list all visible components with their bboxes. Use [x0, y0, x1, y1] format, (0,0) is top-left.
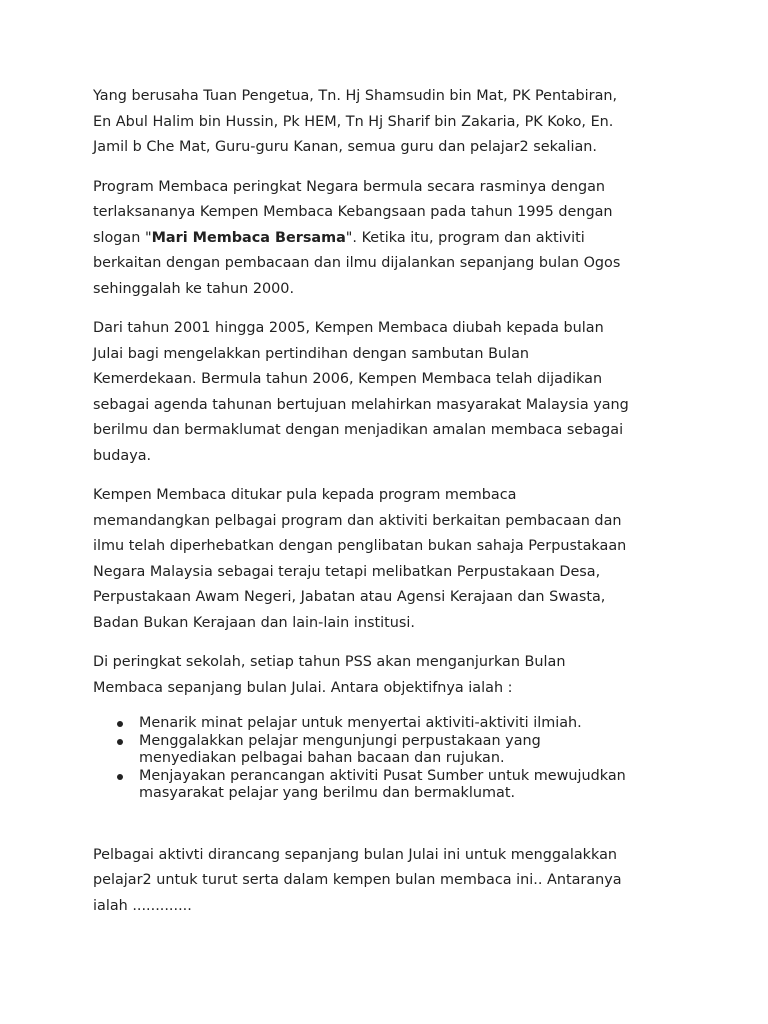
text-line: ialah ............. [93, 897, 192, 914]
slogan-prefix: slogan " [93, 229, 152, 246]
text-line: Dari tahun 2001 hingga 2005, Kempen Membaca diubah kepada bulan [93, 320, 604, 336]
bullet-icon [117, 721, 123, 727]
text-line: Kempen Membaca ditukar pula kepada program membaca [93, 487, 517, 503]
list-item [93, 715, 683, 733]
text-line: Perpustakaan Awam Negeri, Jabatan atau Agensi Kerajaan dan Swasta, [93, 589, 606, 605]
history-paragraph [93, 175, 683, 303]
text-line: Program Membaca peringkat Negara bermula secara rasminya dengan [93, 178, 606, 195]
text-line: Negara Malaysia sebagai teraju tetapi melibatkan Perpustakaan Desa, [93, 563, 601, 580]
text-line: budaya. [93, 447, 152, 464]
list-item-text: Menggalakkan pelajar mengunjungi perpustakaan yang [139, 732, 541, 749]
text-line: Yang berusaha Tuan Pengetua, Tn. Hj Shamsudin bin Mat, PK Pentabiran, [93, 88, 618, 104]
slogan-line [93, 226, 683, 252]
text-line: Membaca sepanjang bulan Julai. Antara objektifnya ialah : [93, 679, 513, 696]
text-line: Jamil b Che Mat, Guru-guru Kanan, semua guru dan pelajar2 sekalian. [93, 139, 597, 155]
list-item [93, 768, 683, 803]
text-line: terlaksananya Kempen Membaca Kebangsaan pada tahun 1995 dengan [93, 204, 613, 220]
text-line: Julai bagi mengelakkan pertindihan dengan sambutan Bulan [93, 345, 530, 362]
list-item-text: Menarik minat pelajar untuk menyertai aktiviti-aktiviti ilmiah. [139, 715, 582, 731]
text-line: berkaitan dengan pembacaan dan ilmu dijalankan sepanjang bulan Ogos [93, 255, 621, 271]
document-page [93, 84, 683, 933]
text-line: En Abul Halim bin Hussin, Pk HEM, Tn Hj Sharif bin Zakaria, PK Koko, En. [93, 113, 614, 130]
text-line: Badan Bukan Kerajaan dan lain-lain institusi. [93, 614, 415, 631]
text-line: memandangkan pelbagai program dan aktiviti berkaitan pembacaan dan [93, 512, 622, 529]
text-line: sebagai agenda tahunan bertujuan melahirkan masyarakat Malaysia yang [93, 396, 629, 413]
closing-paragraph [93, 843, 683, 920]
text-line: Di peringkat sekolah, setiap tahun PSS akan menganjurkan Bulan [93, 654, 566, 670]
text-line: pelajar2 untuk turut serta dalam kempen bulan membaca ini.. Antaranya [93, 872, 622, 888]
bullet-icon [117, 774, 123, 780]
slogan-text: Mari Membaca Bersama [151, 229, 346, 246]
text-line: Kemerdekaan. Bermula tahun 2006, Kempen Membaca telah dijadikan [93, 371, 603, 387]
campaign-change-paragraph [93, 316, 683, 469]
slogan-suffix: ". Ketika itu, program dan aktiviti [345, 229, 585, 246]
list-item-text: menyediakan pelbagai bahan bacaan dan rujukan. [139, 750, 505, 766]
text-line: sehinggalah ke tahun 2000. [93, 280, 295, 297]
list-item [93, 733, 683, 768]
school-level-paragraph [93, 650, 683, 701]
text-line: Pelbagai aktivti dirancang sepanjang bulan Julai ini untuk menggalakkan [93, 846, 618, 863]
list-item-text: Menjayakan perancangan aktiviti Pusat Sumber untuk mewujudkan [139, 767, 626, 784]
program-expansion-paragraph [93, 483, 683, 636]
text-line: berilmu dan bermaklumat dengan menjadikan amalan membaca sebagai [93, 422, 624, 438]
list-item-text: masyarakat pelajar yang berilmu dan bermaklumat. [139, 785, 516, 801]
objectives-list [93, 715, 683, 803]
greeting-paragraph [93, 84, 683, 161]
bullet-icon [117, 739, 123, 745]
text-line: ilmu telah diperhebatkan dengan penglibatan bukan sahaja Perpustakaan [93, 538, 627, 554]
